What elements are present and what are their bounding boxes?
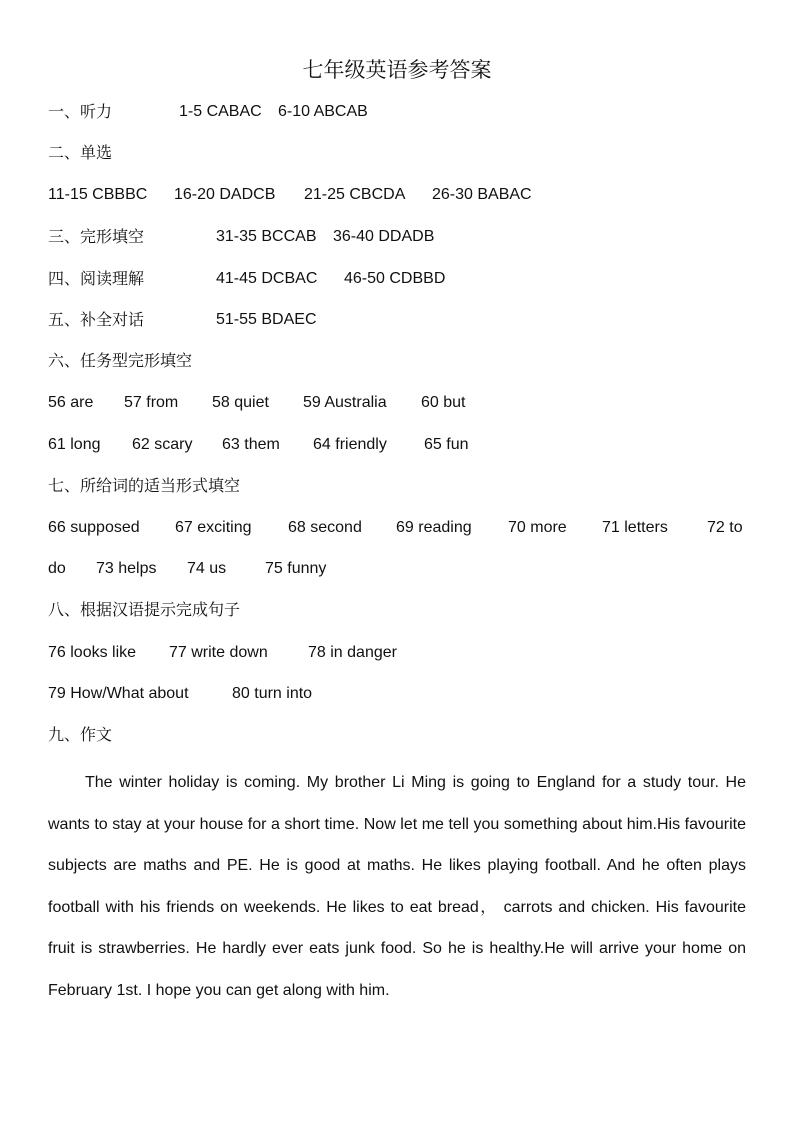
answer-item: 71 letters <box>602 519 668 536</box>
answer-item: 41-45 DCBAC <box>216 270 318 287</box>
answer-item: 61 long <box>48 436 101 453</box>
section-reading-heading: 四、阅读理解 <box>48 269 145 288</box>
answer-item: 73 helps <box>96 560 157 577</box>
answer-item: 6-10 ABCAB <box>278 103 368 120</box>
composition-essay: The winter holiday is coming. My brother Li Ming is going to England for a study tour. He wants to stay at your house for a short time. Now let me tell you something about him.His favourite subjects are maths and PE. He is good at maths. He likes playing football. And he often plays football with his friends on weekends. He likes to eat bread， carrots and chicken. His favourite fruit is strawberries. He hardly ever eats junk food. So he is healthy.He will arrive your home on February 1st. I hope you can get along with him. <box>48 774 746 999</box>
answer-item: 65 fun <box>424 436 469 453</box>
answer-item: 59 Australia <box>303 394 387 411</box>
answer-item: 26-30 BABAC <box>432 186 532 203</box>
answer-item: do <box>48 560 66 577</box>
answer-item: 77 write down <box>169 644 268 661</box>
answer-item: 67 exciting <box>175 519 252 536</box>
answer-item: 1-5 CABAC <box>179 103 262 120</box>
section-word-form-heading: 七、所给词的适当形式填空 <box>48 476 241 495</box>
answer-item: 69 reading <box>396 519 472 536</box>
answer-item: 72 to <box>707 519 743 536</box>
answer-item: 21-25 CBCDA <box>304 186 406 203</box>
answer-item: 66 supposed <box>48 519 140 536</box>
answer-item: 80 turn into <box>232 685 313 702</box>
answer-item: 74 us <box>187 560 227 577</box>
section-listening-heading: 一、听力 <box>48 102 113 121</box>
answer-item: 70 more <box>508 519 567 536</box>
answer-item: 76 looks like <box>48 644 137 661</box>
answer-item: 31-35 BCCAB <box>216 228 317 245</box>
page-title: 七年级英语参考答案 <box>302 58 492 82</box>
answer-item: 75 funny <box>265 560 327 577</box>
answer-item: 64 friendly <box>313 436 387 453</box>
answer-item: 36-40 DDADB <box>333 228 435 245</box>
answer-item: 11-15 CBBBC <box>48 186 148 203</box>
answer-item: 16-20 DADCB <box>174 186 276 203</box>
answer-item: 57 from <box>124 394 179 411</box>
section-single-choice-heading: 二、单选 <box>48 143 113 162</box>
answer-item: 78 in danger <box>308 644 397 661</box>
section-sentence-completion-heading: 八、根据汉语提示完成句子 <box>48 600 241 619</box>
answer-item: 46-50 CDBBD <box>344 270 446 287</box>
section-task-cloze-heading: 六、任务型完形填空 <box>48 351 193 370</box>
answer-item: 62 scary <box>132 436 193 453</box>
answer-item: 79 How/What about <box>48 685 189 702</box>
answer-item: 56 are <box>48 394 94 411</box>
answer-item: 68 second <box>288 519 362 536</box>
answer-item: 51-55 BDAEC <box>216 311 317 328</box>
answer-item: 60 but <box>421 394 466 411</box>
section-cloze-heading: 三、完形填空 <box>48 227 145 246</box>
answer-item: 58 quiet <box>212 394 269 411</box>
section-dialogue-heading: 五、补全对话 <box>48 310 145 329</box>
answer-item: 63 them <box>222 436 280 453</box>
section-composition-heading: 九、作文 <box>48 725 113 744</box>
